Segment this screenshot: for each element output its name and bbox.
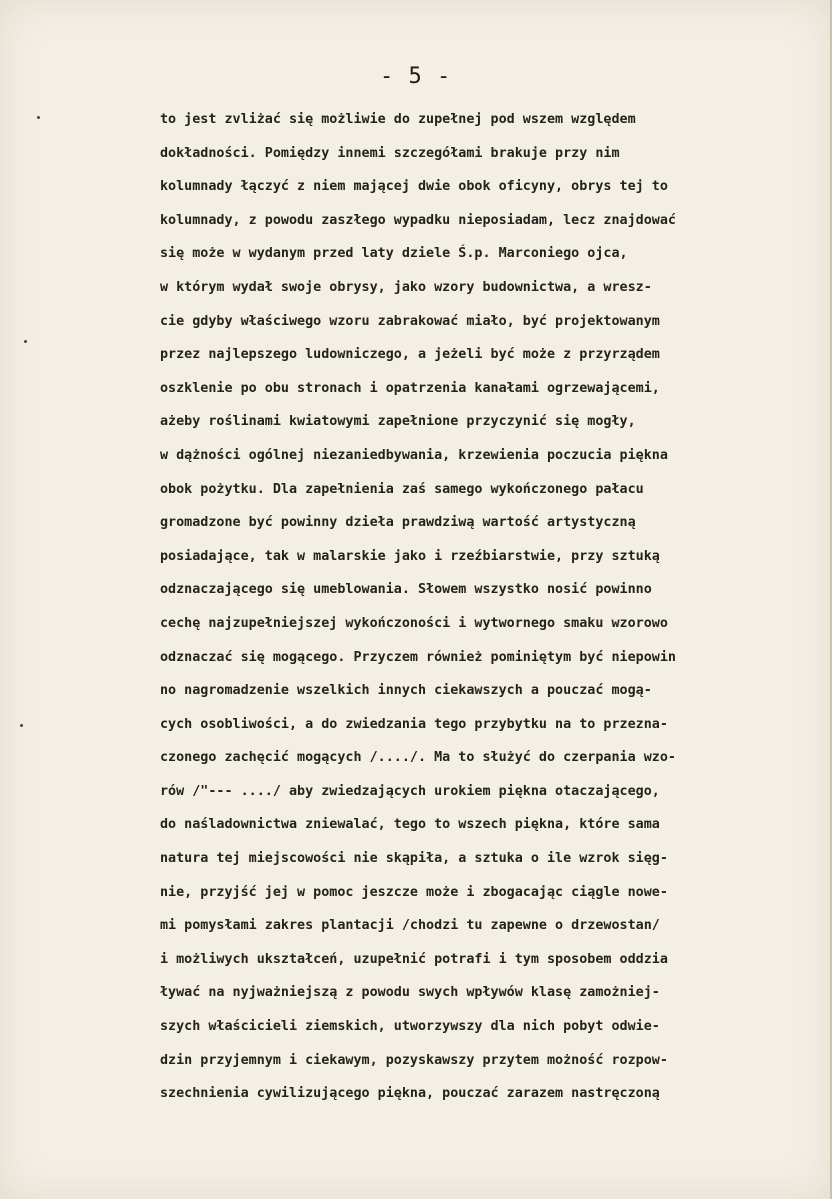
margin-mark — [24, 340, 27, 343]
text-line: odznaczać się mogącego. Przyczem również pominiętym być niepowin — [160, 649, 676, 665]
typewritten-text — [160, 103, 820, 1111]
text-line: odznaczającego się umeblowania. Słowem wszystko nosić powinno — [160, 582, 652, 598]
text-line: czonego zachęcić mogących /..../. Ma to służyć do czerpania wzo- — [160, 750, 676, 766]
text-line: oszklenie po obu stronach i opatrzenia kanałami ogrzewającemi, — [160, 380, 660, 396]
text-line: cych osobliwości, a do zwiedzania tego przybytku na to przezna- — [160, 716, 668, 732]
margin-mark — [37, 116, 40, 119]
text-line: ażeby roślinami kwiatowymi zapełnione przyczynić się mogły, — [160, 414, 636, 430]
text-line: i możliwych ukształceń, uzupełnić potrafi i tym sposobem oddzia — [160, 951, 668, 967]
margin-mark — [20, 724, 23, 727]
text-line: nie, przyjść jej w pomoc jeszcze może i zbogacając ciągle nowe- — [160, 884, 668, 900]
text-line: cie gdyby właściwego wzoru zabrakować miało, być projektowanym — [160, 313, 660, 329]
text-line: przez najlepszego ludowniczego, a jeżeli być może z przyrządem — [160, 347, 660, 363]
text-line: no nagromadzenie wszelkich innych ciekawszych a pouczać mogą- — [160, 683, 652, 699]
text-line: szych właścicieli ziemskich, utworzywszy dla nich pobyt odwie- — [160, 1019, 660, 1035]
text-line: się może w wydanym przed laty dziele Ś.p. Marconiego ojca, — [160, 246, 628, 262]
text-line: ływać na nyjważniejszą z powodu swych wpływów klasę zamożniej- — [160, 985, 660, 1001]
text-line: szechnienia cywilizującego piękna, pouczać zarazem nastręczoną — [160, 1086, 660, 1102]
text-line: kolumnady, z powodu zaszłego wypadku nieposiadam, lecz znajdować — [160, 212, 676, 228]
text-line: w dążności ogólnej niezaniedbywania, krzewienia poczucia piękna — [160, 447, 668, 463]
text-line: rów /"--- ..../ aby zwiedzających urokiem piękna otaczającego, — [160, 783, 660, 799]
text-line: gromadzone być powinny dzieła prawdziwą wartość artystyczną — [160, 515, 636, 531]
text-line: posiadające, tak w malarskie jako i rzeźbiarstwie, przy sztuką — [160, 548, 660, 564]
text-line: natura tej miejscowości nie skąpiła, a sztuka o ile wzrok sięg- — [160, 851, 668, 867]
text-line: obok pożytku. Dla zapełnienia zaś samego wykończonego pałacu — [160, 481, 644, 497]
page-number: - 5 - — [380, 64, 452, 89]
text-line: dzin przyjemnym i ciekawym, pozyskawszy przytem możność rozpow- — [160, 1052, 668, 1068]
text-line: kolumnady łączyć z niem mającej dwie obok oficyny, obrys tej to — [160, 179, 668, 195]
text-line: to jest zvliżać się możliwie do zupełnej pod wszem względem — [160, 112, 636, 127]
text-line: do naśladownictwa zniewalać, tego to wszech piękna, które sama — [160, 817, 660, 833]
text-line: w którym wydał swoje obrysy, jako wzory budownictwa, a wresz- — [160, 279, 652, 295]
text-line: mi pomysłami zakres plantacji /chodzi tu zapewne o drzewostan/ — [160, 918, 660, 934]
text-line: dokładności. Pomiędzy innemi szczegółami brakuje przy nim — [160, 145, 620, 161]
text-line: cechę najzupełniejszej wykończoności i wytwornego smaku wzorowo — [160, 615, 668, 631]
